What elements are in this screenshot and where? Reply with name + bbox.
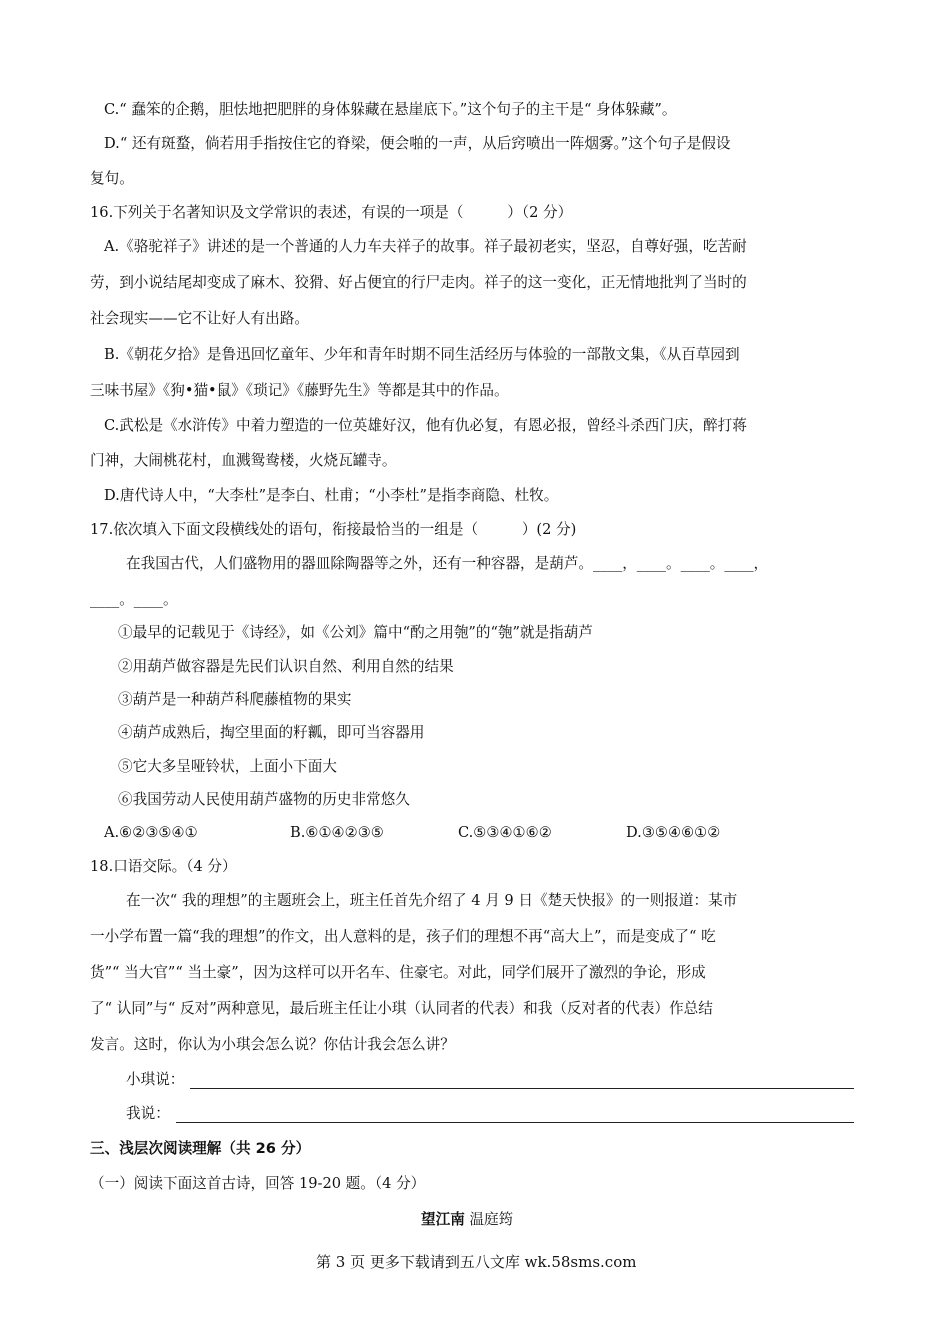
q17-item-6: ⑥我国劳动人民使用葫芦盛物的历史非常悠久: [118, 791, 410, 808]
q16-option-b-line1: B.《朝花夕拾》是鲁迅回忆童年、少年和青年时期不同生活经历与体验的一部散文集，《从百草园到: [104, 346, 740, 363]
q17-option-d: D.③⑤④⑥①②: [626, 824, 721, 841]
q17-passage-line2: ____。____。: [90, 591, 178, 608]
poem-heading: [421, 1210, 513, 1230]
q15-option-c: C.“ 蠢笨的企鹅，胆怯地把肥胖的身体躲藏在悬崖底下。”这个句子的主干是“ 身体躲藏”。: [104, 101, 677, 118]
q17-item-3: ③葫芦是一种葫芦科爬藤植物的果实: [118, 691, 352, 708]
poem-title: 望江南: [421, 1211, 465, 1228]
q17-passage-line1: 在我国古代，人们盛物用的器皿除陶器等之外，还有一种容器，是葫芦。____，____。____。____，: [126, 555, 769, 572]
q18-passage-line1: 在一次“ 我的理想”的主题班会上，班主任首先介绍了 4 月 9 日《楚天快报》的一则报道：某市: [126, 892, 738, 909]
q16-option-a-line1: A.《骆驼祥子》讲述的是一个普通的人力车夫祥子的故事。祥子最初老实，坚忍，自尊好强，吃苦耐: [104, 238, 747, 255]
q16-option-c-line1: C.武松是《水浒传》中着力塑造的一位英雄好汉，他有仇必复，有恩必报，曾经斗杀西门庆，醉打蒋: [104, 417, 747, 434]
q17-item-1: ①最早的记载见于《诗经》，如《公刘》篇中“酌之用匏”的“匏”就是指葫芦: [118, 624, 593, 641]
q16-option-c-line2: 门神，大闹桃花村，血溅鸳鸯楼，火烧瓦罐寺。: [90, 452, 397, 469]
q17-item-5: ⑤它大多呈哑铃状，上面小下面大: [118, 758, 337, 775]
q16-option-a-line3: 社会现实——它不让好人有出路。: [90, 310, 309, 327]
q18-answer-line-xiaoqi[interactable]: [190, 1088, 854, 1089]
q16-stem: 16.下列关于名著知识及文学常识的表述，有误的一项是（ ）（2 分）: [90, 204, 573, 221]
q18-label-me: 我说：: [126, 1105, 170, 1122]
q17-stem: 17.依次填入下面文段横线处的语句，衔接最恰当的一组是（ ）(2 分): [90, 521, 577, 538]
q18-passage-line2: 一小学布置一篇“我的理想”的作文，出人意料的是，孩子们的理想不再“高大上”，而是变成了“ 吃: [90, 928, 716, 945]
q17-item-4: ④葫芦成熟后，掏空里面的籽瓤，即可当容器用: [118, 724, 425, 741]
q17-option-b: B.⑥①④②③⑤: [290, 824, 384, 841]
poem-author: 温庭筠: [469, 1211, 514, 1228]
q15-option-d-line2: 复句。: [90, 170, 134, 187]
q18-answer-line-me[interactable]: [176, 1122, 854, 1123]
page-footer: 第 3 页 更多下载请到五八文库 wk.58sms.com: [316, 1253, 637, 1271]
q16-option-a-line2: 劳，到小说结尾却变成了麻木、狡猾、好占便宜的行尸走肉。祥子的这一变化，正无情地批判了当时的: [90, 274, 747, 291]
q17-item-2: ②用葫芦做容器是先民们认识自然、利用自然的结果: [118, 658, 454, 675]
q18-passage-line5: 发言。这时，你认为小琪会怎么说？你估计我会怎么讲？: [90, 1036, 455, 1053]
q17-option-c: C.⑤③④①⑥②: [458, 824, 552, 841]
q15-option-d-line1: D.“ 还有斑蝥，倘若用手指按住它的脊梁，便会啪的一声，从后窍喷出一阵烟雾。”这个句子是假设: [104, 135, 731, 152]
q16-option-b-line2: 三味书屋》《狗•猫•鼠》《琐记》《藤野先生》等都是其中的作品。: [90, 382, 509, 399]
q18-label-xiaoqi: 小琪说：: [126, 1071, 185, 1088]
section-3-title: 三、浅层次阅读理解（共 26 分）: [90, 1140, 311, 1157]
q18-passage-line4: 了“ 认同”与“ 反对”两种意见，最后班主任让小琪（认同者的代表）和我（反对者的代表）作总结: [90, 1000, 713, 1017]
q18-stem: 18.口语交际。（4 分）: [90, 858, 237, 875]
q17-option-a: A.⑥②③⑤④①: [104, 824, 198, 841]
q18-passage-line3: 货”“ 当大官”“ 当土豪”，因为这样可以开名车、住豪宅。对此，同学们展开了激烈的争论，形成: [90, 964, 706, 981]
section-3-subheading: （一）阅读下面这首古诗，回答 19-20 题。（4 分）: [90, 1175, 426, 1192]
q16-option-d: D.唐代诗人中，“大李杜”是李白、杜甫；“小李杜”是指李商隐、杜牧。: [104, 487, 559, 504]
